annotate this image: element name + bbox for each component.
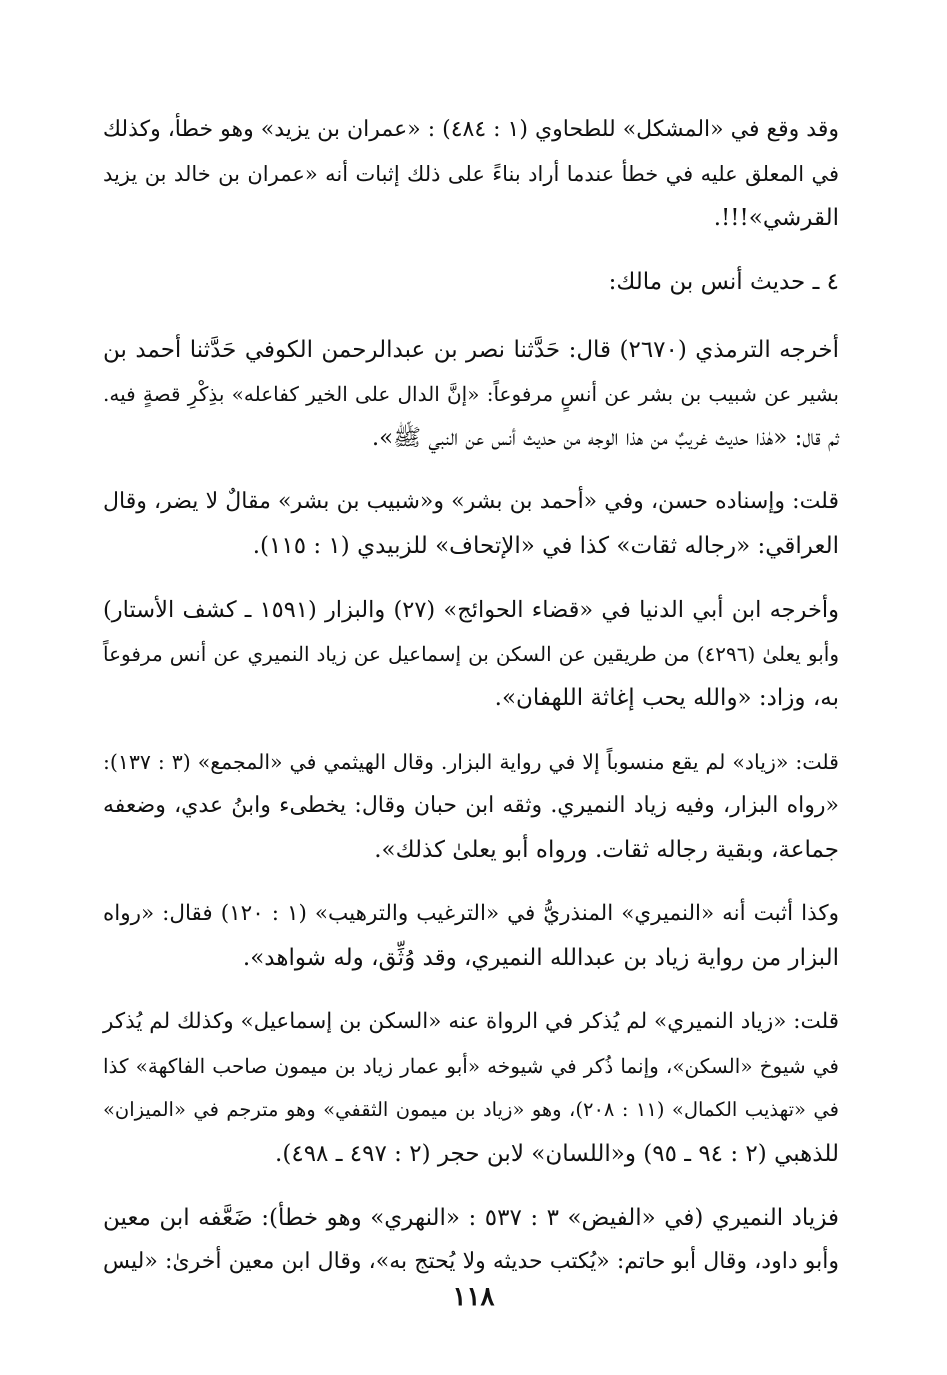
text-line: للذهبي (٢ : ٩٤ ـ ٩٥) و«اللسان» لابن حجر (٢ : ٤٩٧ ـ ٤٩٨). <box>275 1141 839 1167</box>
text-line: البزار من رواية زياد بن عبدالله النميري، وقد وُثِّق، وله شواهد». <box>242 945 839 971</box>
text-line: وكذا أثبت أنه «النميري» المنذريُّ في «الترغيب والترهيب» (١ : ١٢٠) فقال: «رواه <box>103 901 839 926</box>
text-line: القرشي»!!!. <box>713 205 839 231</box>
section-heading <box>103 260 839 304</box>
text-line: العراقي: «رجاله ثقات» كذا في «الإتحاف» للزبيدي (١ : ١١٥). <box>252 533 839 559</box>
page-number: ١١٨ <box>452 1282 495 1312</box>
text-line: فزياد النميري (في «الفيض» ٣ : ٥٣٧ : «النهري» وهو خطأ): ضَعَّفه ابن معين <box>103 1205 840 1231</box>
paragraph-3 <box>103 328 839 460</box>
text-line: في «تهذيب الكمال» (١١ : ٢٠٨)، وهو «زياد بن ميمون الثقفي» وهو مترجم في «الميزان» <box>103 1098 839 1121</box>
paragraph-6 <box>103 740 839 872</box>
heading-text: ٤ ـ حديث أنس بن مالك: <box>608 269 839 295</box>
text-line: به، وزاد: «والله يحب إغاثة اللهفان». <box>494 685 839 711</box>
text-line: قلت: «زياد النميري» لم يُذكر في الرواة عنه «السكن بن إسماعيل» وكذلك لم يُذكر <box>103 1009 839 1034</box>
paragraph-8 <box>103 1000 839 1176</box>
paragraph-4 <box>103 480 839 568</box>
text-line: ثم قال: «هٰذا حديث غريبٌ من هذا الوجه من حديث أنس عن النبي ﷺ». <box>371 425 839 451</box>
text-line: وأبو داود، وقال أبو حاتم: «يُكتب حديثه ولا يُحتج به»، وقال ابن معين أخرىٰ: «ليس <box>103 1249 839 1274</box>
text-line: جماعة، وبقية رجاله ثقات. ورواه أبو يعلىٰ كذلك». <box>374 837 839 863</box>
page-body <box>103 108 839 1304</box>
text-line: وأخرجه ابن أبي الدنيا في «قضاء الحوائج» (٢٧) والبزار (١٥٩١ ـ كشف الأستار) <box>103 597 839 623</box>
text-line: في شيوخ «السكن»، وإنما ذُكر في شيوخه «أبو عمار زياد بن ميمون صاحب الفاكهة» كذا <box>103 1054 839 1078</box>
paragraph-1 <box>103 108 839 240</box>
text-line: بشير عن شبيب بن بشر عن أنسٍ مرفوعاً: «إنَّ الدال على الخير كفاعله» بذِكْرِ قصةٍ فيه. <box>103 382 839 406</box>
paragraph-9 <box>103 1196 839 1284</box>
text-line: أخرجه الترمذي (٢٦٧٠) قال: حَدَّثنا نصر بن عبدالرحمن الكوفي حَدَّثنا أحمد بن <box>103 337 840 363</box>
paragraph-7 <box>103 892 839 980</box>
paragraph-5 <box>103 588 839 720</box>
text-line: قلت: «زياد» لم يقع منسوباً إلا في رواية البزار. وقال الهيثمي في «المجمع» (٣ : ١٣٧): <box>103 750 839 774</box>
text-line: وقد وقع في «المشكل» للطحاوي (١ : ٤٨٤) : «عمران بن يزيد» وهو خطأ، وكذلك <box>102 117 839 142</box>
text-line: «رواه البزار، وفيه زياد النميري. وثقه ابن حبان وقال: يخطىء وابنُ عدي، وضعفه <box>103 793 839 818</box>
text-line: قلت: وإسناده حسن، وفي «أحمد بن بشر» و«شبيب بن بشر» مقالٌ لا يضر، وقال <box>103 489 839 514</box>
text-line: في المعلق عليه في خطأ عندما أراد بناءً على ذلك إثبات أنه «عمران بن خالد بن يزيد <box>103 162 839 186</box>
text-line: وأبو يعلىٰ (٤٢٩٦) من طريقين عن السكن بن إسماعيل عن زياد النميري عن أنس مرفوعاً <box>103 642 840 666</box>
